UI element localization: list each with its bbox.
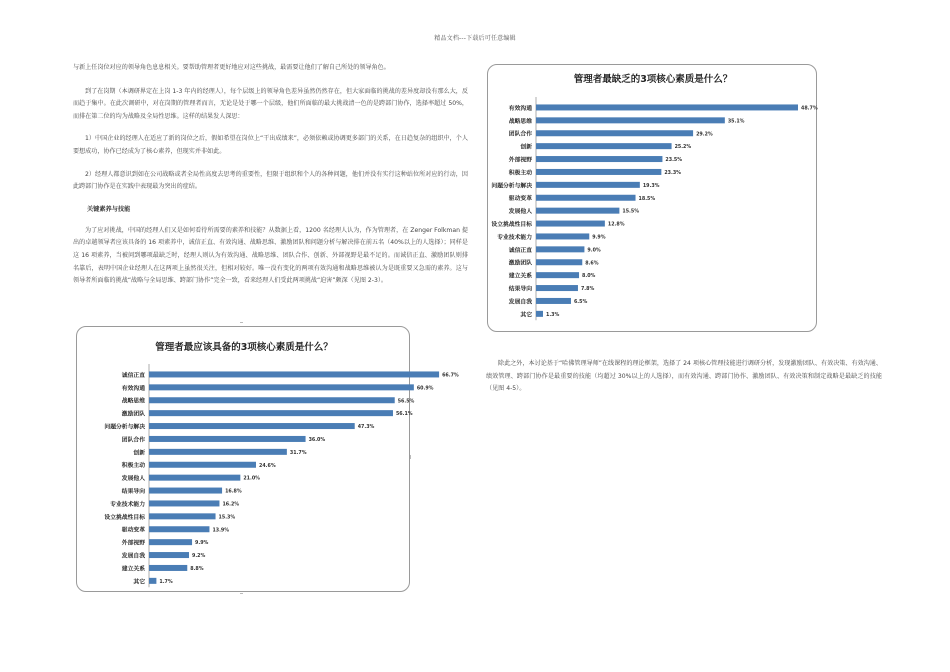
value-label: 1.3% [545, 312, 560, 318]
bar [149, 462, 256, 468]
bar [536, 169, 661, 175]
bar [536, 143, 672, 149]
bar [536, 246, 584, 252]
paragraph-1: 与新上任岗位对应的领导角色息息相关。要帮助管理者更好地应对这些挑战，最需要让他们了解自己所处的领导角色。 [73, 64, 390, 71]
bar [536, 104, 798, 110]
category-label: 战略思维 [121, 398, 145, 405]
category-label: 诚信正直 [121, 372, 145, 379]
value-label: 60.9% [416, 386, 434, 392]
category-label: 设立挑战性目标 [491, 221, 532, 228]
bar [536, 272, 579, 278]
chart-most-lacking [487, 64, 817, 332]
value-label: 35.1% [727, 119, 745, 125]
value-label: 1.7% [159, 579, 173, 585]
value-label: 8.0% [582, 274, 596, 280]
value-label: 16.8% [225, 489, 242, 495]
value-label: 29.2% [696, 132, 713, 138]
bar [149, 410, 393, 416]
category-label: 发展自我 [121, 553, 145, 560]
paragraph-5: 为了应对挑战，中国的经理人们又是如何看待所需要的素养和技能？从数据上看，1200 名经理人认为，作为管理者，在 Zenger Folkman 提出的卓越领导者应该具备的 16 项素养中，诚信正直、有效沟通、战略思维、激励团队和问题分析与解决排在前五名（40%以上的人选择）；同样是这 16 项素养，当被问到哪项最缺乏时，经理人则认为有效沟通、战略思维、团队合作、创新、外部视野是最不足的。而诚信正直、激励团队则排名靠后，表明中国企业经理人在这两项上虽然很关注，但相对较好。唯一没有变化的两项有效沟通和战略思维被认为是既重要又急需的素养。这与领导者所面临的挑战“战略与全局思维、跨部门协作”完全一致，看来经理人们受此两项挑战“迫害”颇深（见图 2-3）。 [73, 226, 468, 285]
value-label: 23.3% [664, 170, 682, 176]
bar [536, 130, 693, 136]
category-label: 发展自我 [508, 299, 532, 306]
value-label: 47.3% [357, 425, 375, 431]
category-label: 驱动变革 [121, 527, 145, 534]
category-label: 积极主动 [508, 170, 532, 177]
chart-should-have-svg [77, 327, 459, 593]
page-header: 精品文档---下载后可任意编辑 [434, 35, 516, 42]
bar [149, 500, 219, 506]
value-label: 19.3% [642, 183, 660, 189]
category-label: 外部视野 [121, 540, 145, 547]
bar [149, 539, 192, 545]
value-label: 23.5% [665, 158, 683, 164]
category-label: 发展他人 [121, 476, 145, 483]
bar [149, 565, 187, 571]
value-label: 15.5% [622, 209, 640, 215]
bar [536, 233, 589, 239]
bar [536, 156, 662, 162]
value-label: 18.5% [638, 196, 656, 202]
category-label: 问题分析与解决 [104, 424, 145, 431]
category-label: 团队合作 [508, 131, 532, 138]
handle-mark [410, 455, 411, 459]
paragraph-3: 1）中国企业的经理人在适应了新的岗位之后，假如希望在岗位上“干出成绩来”，必须依赖或协调更多部门的关系，在日趋复杂的组织中，个人要想成功，协作已经成为了核心素养，但现实并非如此。 [73, 135, 468, 155]
value-label: 6.5% [573, 299, 588, 305]
chart-title: 管理者最缺乏的3项核心素质是什么？ [573, 74, 733, 85]
bar [149, 578, 156, 584]
category-label: 诚信正直 [508, 247, 532, 254]
category-label: 专业技术能力 [110, 501, 145, 508]
value-label: 24.6% [258, 463, 276, 469]
chart-should-have [76, 326, 459, 592]
category-label: 激励团队 [121, 411, 145, 418]
value-label: 9.9% [195, 541, 209, 547]
value-label: 66.7% [442, 373, 459, 379]
value-label: 56.1% [395, 412, 413, 418]
value-label: 8.8% [190, 566, 204, 572]
bar [149, 436, 306, 442]
bar [149, 371, 439, 377]
category-label: 建立关系 [508, 273, 532, 280]
value-label: 16.2% [222, 502, 240, 508]
bar [149, 513, 216, 519]
value-label: 9.9% [592, 235, 606, 241]
category-label: 激励团队 [508, 260, 532, 267]
section-heading: 关键素养与技能 [87, 205, 131, 213]
bar [149, 397, 395, 403]
category-label: 结果导向 [508, 286, 532, 293]
paragraph-4: 2）经理人都意识到如在公司战略或者全局性高度去思考的重要性，但限于组织和个人的各种问题，他们并没有实行这种站位所对应的行动，因此跨部门协作是在实践中表现最为突出的症结。 [73, 170, 468, 191]
category-label: 外部视野 [508, 157, 532, 164]
value-label: 8.6% [585, 261, 599, 267]
value-label: 56.5% [397, 399, 415, 405]
category-label: 有效沟通 [508, 105, 532, 112]
value-label: 21.0% [243, 476, 260, 482]
bar [536, 221, 605, 227]
bar [536, 259, 582, 265]
value-label: 15.3% [218, 515, 236, 521]
bar [536, 285, 578, 291]
category-label: 创新 [520, 144, 532, 151]
category-label: 其它 [520, 312, 532, 319]
category-label: 战略思维 [508, 118, 532, 125]
handle-mark [240, 593, 243, 594]
bar [149, 526, 209, 532]
value-label: 13.9% [212, 528, 230, 534]
category-label: 创新 [133, 450, 145, 457]
bar [536, 182, 640, 188]
value-label: 9.2% [192, 554, 206, 560]
right-column-text [486, 358, 882, 406]
bar [536, 208, 619, 214]
category-label: 其它 [133, 579, 145, 586]
bar [149, 475, 240, 481]
category-label: 有效沟通 [121, 385, 145, 392]
paragraph-right-1: 除此之外，本讨论基于“哈佛管理导师”在线课程的理论框架，选择了 24 项核心管理技能进行调研分析，发现激励团队、有效决策、有效沟通、绩效管理、跨部门协作是最重要的技能（均超过 30%以上的人选择），而有效沟通、跨部门协作、激励团队、有效决策和制定战略是最缺乏的技能（见图 4-5）。 [486, 360, 882, 393]
bar [149, 552, 189, 558]
value-label: 25.2% [674, 145, 692, 151]
value-label: 31.7% [289, 450, 307, 456]
value-label: 48.7% [801, 106, 818, 112]
bar [536, 311, 543, 317]
left-column [73, 62, 468, 298]
category-label: 设立挑战性目标 [104, 514, 145, 521]
bar [536, 117, 725, 123]
value-label: 7.8% [580, 287, 595, 293]
bar [149, 384, 414, 390]
category-label: 问题分析与解决 [491, 183, 532, 190]
bar [536, 298, 571, 304]
chart-most-lacking-svg [488, 65, 818, 333]
handle-mark [240, 322, 243, 323]
chart-title: 管理者最应该具备的3项核心素质是什么？ [155, 342, 333, 353]
category-label: 发展他人 [508, 209, 532, 216]
bar [149, 449, 287, 455]
bar [149, 488, 222, 494]
value-label: 36.0% [308, 437, 326, 443]
category-label: 结果导向 [121, 488, 145, 495]
category-label: 专业技术能力 [497, 234, 532, 241]
paragraph-2: 到了在岗期（本调研界定在上岗 1-3 年内的经理人），每个层级上的领导角色差异虽然仍然存在，但大家面临的挑战的差异度却没有那么大，反而趋于集中。在此次调研中，对在岗期的管理者而言，无论是处于哪一个层级，他们所面临的最大挑战清一色的是跨部门协作，选择率超过 50%，而排在第二位的均为战略及全局性思维。这样的结果发人深思： [73, 87, 468, 120]
category-label: 建立关系 [121, 566, 145, 573]
bar [536, 195, 636, 201]
category-label: 积极主动 [121, 463, 145, 470]
value-label: 12.8% [607, 222, 625, 228]
category-label: 团队合作 [121, 437, 145, 444]
bar [149, 423, 355, 429]
category-label: 驱动变革 [508, 196, 532, 203]
value-label: 9.0% [587, 248, 601, 254]
